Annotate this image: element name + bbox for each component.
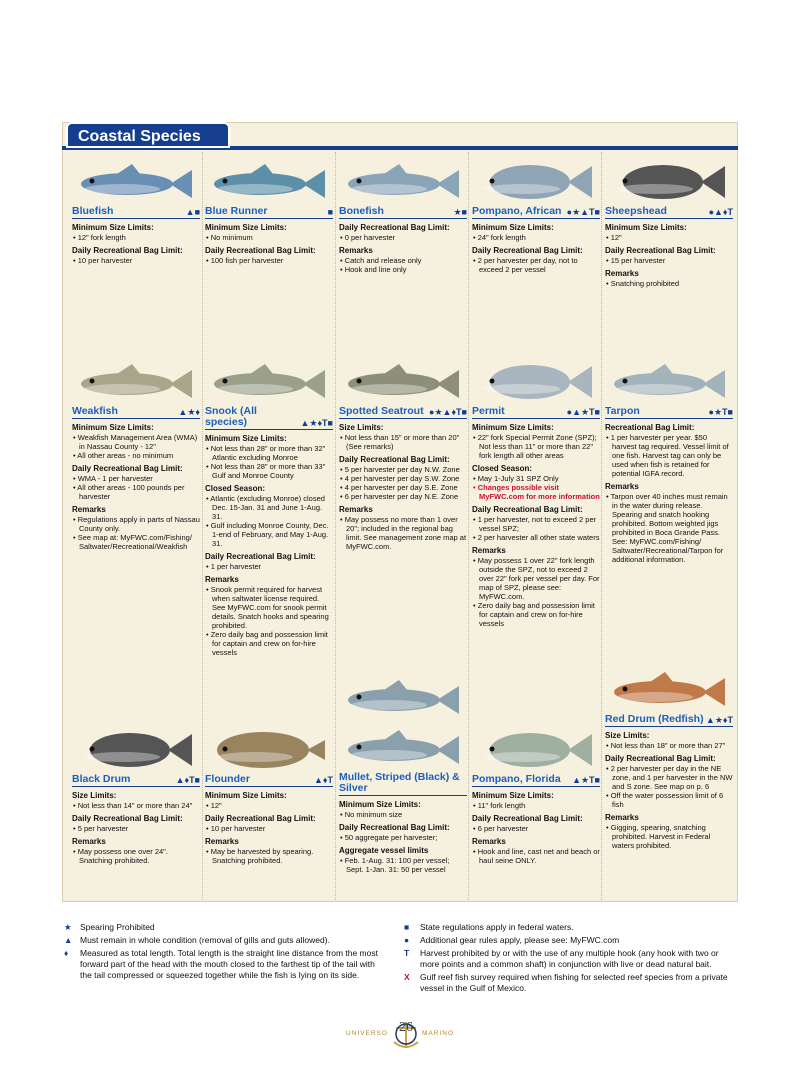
rule-item: • Zero daily bag and possession limit for captain and crew on for-hire vessels	[473, 601, 595, 628]
column-divider	[335, 152, 336, 900]
fish-illustration	[339, 672, 463, 720]
rule-item: • Not less than 15" or more than 20" (See remarks)	[340, 433, 460, 451]
rule-item: • May be harvested by spearing. Snatching prohibited.	[206, 847, 314, 865]
rule-item: • Regulations apply in parts of Nassau County only.	[73, 515, 200, 533]
rule-item: • 12"	[606, 233, 622, 242]
section-heading: Daily Recreational Bag Limit:	[605, 754, 716, 763]
species-card	[605, 664, 733, 850]
species-name: Spotted Seatrout	[339, 405, 424, 417]
section-heading: Minimum Size Limits:	[205, 791, 287, 800]
species-header	[72, 206, 200, 219]
rule-item: • Snook permit required for harvest when saltwater license required. See MyFWC.com for snook permit details. Snatch hooks and spearing prohibited.	[206, 585, 329, 630]
fish-illustration	[72, 724, 196, 772]
rule-item: • Hook and line only	[340, 265, 407, 274]
section-heading: Daily Recreational Bag Limit:	[72, 246, 183, 255]
section-heading: Daily Recreational Bag Limit:	[472, 246, 583, 255]
section-heading: Closed Season:	[205, 484, 266, 493]
rule-item: • 6 per harvester	[473, 824, 529, 833]
section-heading: Minimum Size Limits:	[339, 800, 421, 809]
rule-item: • All other areas - 100 pounds per harvester	[73, 483, 185, 501]
section-heading: Daily Recreational Bag Limit:	[339, 823, 450, 832]
species-header	[72, 406, 200, 419]
species-header	[205, 206, 333, 219]
rule-item: • No minimum	[206, 233, 253, 242]
rule-item: • 5 per harvester per day N.W. Zone	[340, 465, 460, 474]
brand-right: MARINO	[422, 1030, 454, 1037]
rule-item: • 0 per harvester	[340, 233, 396, 242]
brand-left: UNIVERSO	[346, 1030, 388, 1037]
species-header	[605, 206, 733, 219]
rule-item: • Not less than 18" or more than 27"	[606, 741, 726, 750]
column-divider	[601, 152, 602, 900]
species-card	[72, 724, 200, 865]
species-card	[205, 356, 333, 657]
fish-illustration	[605, 156, 729, 204]
species-header	[339, 406, 467, 419]
multi-hook-icon: T	[404, 948, 410, 958]
species-header	[472, 206, 600, 219]
section-heading: Daily Recreational Bag Limit:	[605, 246, 716, 255]
regulation-symbols: ▲♦T■	[175, 775, 200, 785]
rule-item-warning: • Changes possible visit MyFWC.com for more information	[473, 483, 600, 501]
species-card	[605, 156, 733, 288]
section-heading: Daily Recreational Bag Limit:	[72, 814, 183, 823]
species-card	[339, 356, 467, 551]
rule-item: • 11" fork length	[473, 801, 526, 810]
fish-illustration	[472, 156, 596, 204]
species-header	[205, 774, 333, 787]
rule-item: • 1 per harvester	[206, 562, 262, 571]
rule-item: • Not less than 28" or more than 32" Atlantic excluding Monroe	[206, 444, 326, 462]
fish-illustration	[72, 356, 196, 404]
rule-item: • 24" fork length	[473, 233, 526, 242]
regulation-symbols: ●▲♦T	[708, 207, 733, 217]
regulation-symbols: ★■	[453, 207, 467, 217]
legend-left	[64, 922, 384, 983]
section-heading: Daily Recreational Bag Limit:	[472, 505, 583, 514]
section-heading: Remarks	[339, 505, 373, 514]
section-heading: Minimum Size Limits:	[72, 423, 154, 432]
section-heading: Minimum Size Limits:	[605, 223, 687, 232]
rule-item: • Not less than 28" or more than 33" Gulf and Monroe County	[206, 462, 326, 480]
rule-item: • Off the water possession limit of 6 fish	[606, 791, 724, 809]
fish-illustration	[339, 722, 463, 770]
rule-item: • Zero daily bag and possession limit for captain and crew on for-hire vessels	[206, 630, 328, 657]
species-name: Black Drum	[72, 773, 131, 785]
section-heading: Minimum Size Limits:	[205, 434, 287, 443]
species-name: Pompano, African	[472, 205, 562, 217]
rule-item: • 22" fork Special Permit Zone (SPZ); Not less than 11" or more than 22" fork length all other areas	[473, 433, 597, 460]
legend-item: ★ Spearing Prohibited	[64, 922, 155, 932]
fish-illustration	[205, 156, 329, 204]
section-heading: Remarks	[472, 546, 506, 555]
rule-item: • 12"	[206, 801, 222, 810]
species-name: Weakfish	[72, 405, 118, 417]
section-heading: Daily Recreational Bag Limit:	[339, 223, 450, 232]
rule-item: • Weakfish Management Area (WMA) in Nassau County - 12"	[73, 433, 198, 451]
fish-illustration	[605, 664, 729, 712]
rule-item: • 6 per harvester per day N.E. Zone	[340, 492, 459, 501]
rule-item: • Snatching prohibited	[606, 279, 680, 288]
section-heading: Recreational Bag Limit:	[605, 423, 695, 432]
rule-item: • 2 per harvester all other state waters	[473, 533, 600, 542]
section-heading: Daily Recreational Bag Limit:	[205, 814, 316, 823]
rule-item: • 2 per harvester per day in the NE zone, and 1 per harvester in the NW and S zone. See map on p. 6	[606, 764, 733, 791]
section-heading: Closed Season:	[472, 464, 533, 473]
section-heading: Daily Recreational Bag Limit:	[472, 814, 583, 823]
section-heading: Size Limits:	[605, 731, 650, 740]
rule-item: • 50 aggregate per harvester;	[340, 833, 438, 842]
section-heading: Remarks	[605, 269, 639, 278]
rule-item: • 12" fork length	[73, 233, 126, 242]
section-heading: Remarks	[472, 837, 506, 846]
rule-item: • 1 per harvester, not to exceed 2 per vessel SPZ;	[473, 515, 597, 533]
rule-item: • 100 fish per harvester	[206, 256, 284, 265]
fish-illustration	[72, 156, 196, 204]
legend-item: ● Additional gear rules apply, please see: MyFWC.com	[404, 935, 620, 945]
species-card	[472, 356, 600, 628]
x-icon: X	[404, 972, 410, 982]
section-heading: Remarks	[205, 575, 239, 584]
regulation-symbols: ●★T■	[708, 407, 733, 417]
rule-item: • Not less than 14" or more than 24"	[73, 801, 193, 810]
section-heading: Remarks	[72, 505, 106, 514]
section-heading: Aggregate vessel limits	[339, 846, 429, 855]
regulation-symbols: ■	[327, 207, 333, 217]
species-name: Red Drum (Redfish)	[605, 713, 704, 725]
rule-item: • Catch and release only	[340, 256, 422, 265]
rule-item: • No minimum size	[340, 810, 403, 819]
section-heading: Minimum Size Limits:	[472, 791, 554, 800]
section-heading: Minimum Size Limits:	[472, 423, 554, 432]
species-name: Snook (All species)	[205, 405, 257, 428]
species-header	[605, 406, 733, 419]
page-footer	[346, 1018, 466, 1052]
legend-item: ■ State regulations apply in federal waters.	[404, 922, 574, 932]
regulation-symbols: ▲♦T	[314, 775, 333, 785]
rule-item: • 1 per harvester per year. $50 harvest tag required. Vessel limit of one fish. Harvest tag can only be used when fish is retained for potential IGFA record.	[606, 433, 729, 478]
species-card	[339, 672, 467, 874]
regulation-symbols: ▲★T■	[572, 775, 600, 785]
legend-item: ♦ Measured as total length. Total length is the straight line distance from the most forward part of the head with the mouth closed to the farthest tip of the tail with the tail compressed or squeezed together while the fish is lying on its side.	[64, 948, 378, 980]
section-heading: Size Limits:	[339, 423, 384, 432]
species-name: Bonefish	[339, 205, 384, 217]
species-name: Bluefish	[72, 205, 114, 217]
rule-item: • 4 per harvester per day S.W. Zone	[340, 474, 460, 483]
rule-item: • 10 per harvester	[73, 256, 133, 265]
fish-illustration	[339, 356, 463, 404]
species-name: Mullet, Striped (Black) & Silver	[339, 771, 460, 794]
rule-item: • WMA - 1 per harvester	[73, 474, 153, 483]
section-title: Coastal Species	[66, 122, 230, 148]
rule-item: • Tarpon over 40 inches must remain in the water during release. Spearing and snatch hooking prohibited. Bottom weighted jigs prohibited in Boca Grande Pass. See: MyFWC.com/Fishing/ Saltwater/Recreational/Tarpon for additional information.	[606, 492, 728, 564]
fish-illustration	[205, 724, 329, 772]
species-card	[205, 156, 333, 265]
legend-item: ▲ Must remain in whole condition (removal of gills and guts allowed).	[64, 935, 330, 945]
species-card	[472, 724, 600, 865]
species-header	[205, 406, 333, 430]
rule-item: • May possess no more than 1 over 20"; included in the regional bag limit. See management zone map at MyFWC.com.	[340, 515, 467, 551]
regulation-symbols: ●▲★T■	[566, 407, 600, 417]
species-card	[72, 156, 200, 265]
rule-item: • See map at: MyFWC.com/Fishing/ Saltwater/Recreational/Weakfish	[73, 533, 192, 551]
species-name: Flounder	[205, 773, 250, 785]
section-heading: Minimum Size Limits:	[72, 223, 154, 232]
rule-item: • May possess 1 over 22" fork length outside the SPZ, not to exceed 2 over 22" fork per vessel per day. For map of SPZ, please see: MyFWC.com.	[473, 556, 600, 601]
star-icon: ★	[64, 922, 72, 932]
rule-item: • Hook and line, cast net and beach or haul seine ONLY.	[473, 847, 600, 865]
column-divider	[468, 152, 469, 900]
rule-item: • 4 per harvester per day S.E. Zone	[340, 483, 458, 492]
species-name: Blue Runner	[205, 205, 268, 217]
rule-item: • May 1-July 31 SPZ Only	[473, 474, 559, 483]
species-card	[205, 724, 333, 865]
regulation-symbols: ▲★♦T	[705, 715, 733, 725]
rule-item: • May possess one over 24". Snatching prohibited.	[73, 847, 168, 865]
triangle-icon: ▲	[64, 935, 73, 945]
column-divider	[202, 152, 203, 900]
legend-item: T Harvest prohibited by or with the use of any multiple hook (any hook with two or more points and a common shaft) in conjunction with live or dead natural bait.	[404, 948, 719, 969]
page-number: 26	[399, 1020, 413, 1035]
legend-right	[404, 922, 738, 996]
fish-illustration	[605, 356, 729, 404]
species-header	[339, 206, 467, 219]
regulation-symbols: ●★▲T■	[566, 207, 600, 217]
species-card	[72, 356, 200, 551]
section-heading: Remarks	[605, 813, 639, 822]
rule-item: • Atlantic (excluding Monroe) closed Dec. 15-Jan. 31 and June 1-Aug. 31.	[206, 494, 325, 521]
fish-illustration	[472, 724, 596, 772]
diamond-icon: ♦	[64, 948, 69, 958]
fish-illustration	[205, 356, 329, 404]
rule-item: • 10 per harvester	[206, 824, 266, 833]
fish-illustration	[472, 356, 596, 404]
regulation-symbols: ▲★♦	[178, 407, 200, 417]
section-heading: Minimum Size Limits:	[472, 223, 554, 232]
rule-item: • All other areas - no minimum	[73, 451, 174, 460]
section-heading: Remarks	[339, 246, 373, 255]
rule-item: • Gigging, spearing, snatching prohibited. Harvest in Federal waters prohibited.	[606, 823, 711, 850]
regulation-symbols: ●★▲♦T■	[429, 407, 467, 417]
regulation-symbols: ▲★♦T■	[300, 418, 333, 428]
panel-header	[62, 118, 738, 150]
section-heading: Size Limits:	[72, 791, 117, 800]
section-heading: Daily Recreational Bag Limit:	[205, 552, 316, 561]
species-name: Permit	[472, 405, 505, 417]
species-name: Sheepshead	[605, 205, 667, 217]
section-heading: Remarks	[72, 837, 106, 846]
square-icon: ■	[404, 922, 410, 932]
rule-item: • 2 per harvester per day, not to exceed 2 per vessel	[473, 256, 578, 274]
section-heading: Daily Recreational Bag Limit:	[72, 464, 183, 473]
section-heading: Daily Recreational Bag Limit:	[205, 246, 316, 255]
legend-item: X Gulf reef fish survey required when fishing for selected reef species from a private vessel in the Gulf of Mexico.	[404, 972, 728, 993]
species-card	[472, 156, 600, 274]
section-heading: Daily Recreational Bag Limit:	[339, 455, 450, 464]
section-heading: Minimum Size Limits:	[205, 223, 287, 232]
rule-item: • Feb. 1-Aug. 31: 100 per vessel; Sept. 1-Jan. 31: 50 per vessel	[340, 856, 450, 874]
species-card	[605, 356, 733, 564]
species-header	[605, 714, 733, 727]
species-header	[472, 774, 600, 787]
species-header	[472, 406, 600, 419]
rule-item: • 15 per harvester	[606, 256, 666, 265]
rule-item: • Gulf including Monroe County, Dec. 1-end of February, and May 1-Aug. 31.	[206, 521, 329, 548]
fish-illustration	[339, 156, 463, 204]
species-header	[72, 774, 200, 787]
species-header	[339, 772, 467, 796]
section-heading: Remarks	[605, 482, 639, 491]
species-card	[339, 156, 467, 274]
section-heading: Remarks	[205, 837, 239, 846]
rule-item: • 5 per harvester	[73, 824, 129, 833]
circle-icon: ●	[404, 935, 410, 945]
species-name: Pompano, Florida	[472, 773, 561, 785]
regulation-symbols: ▲■	[185, 207, 200, 217]
species-name: Tarpon	[605, 405, 640, 417]
